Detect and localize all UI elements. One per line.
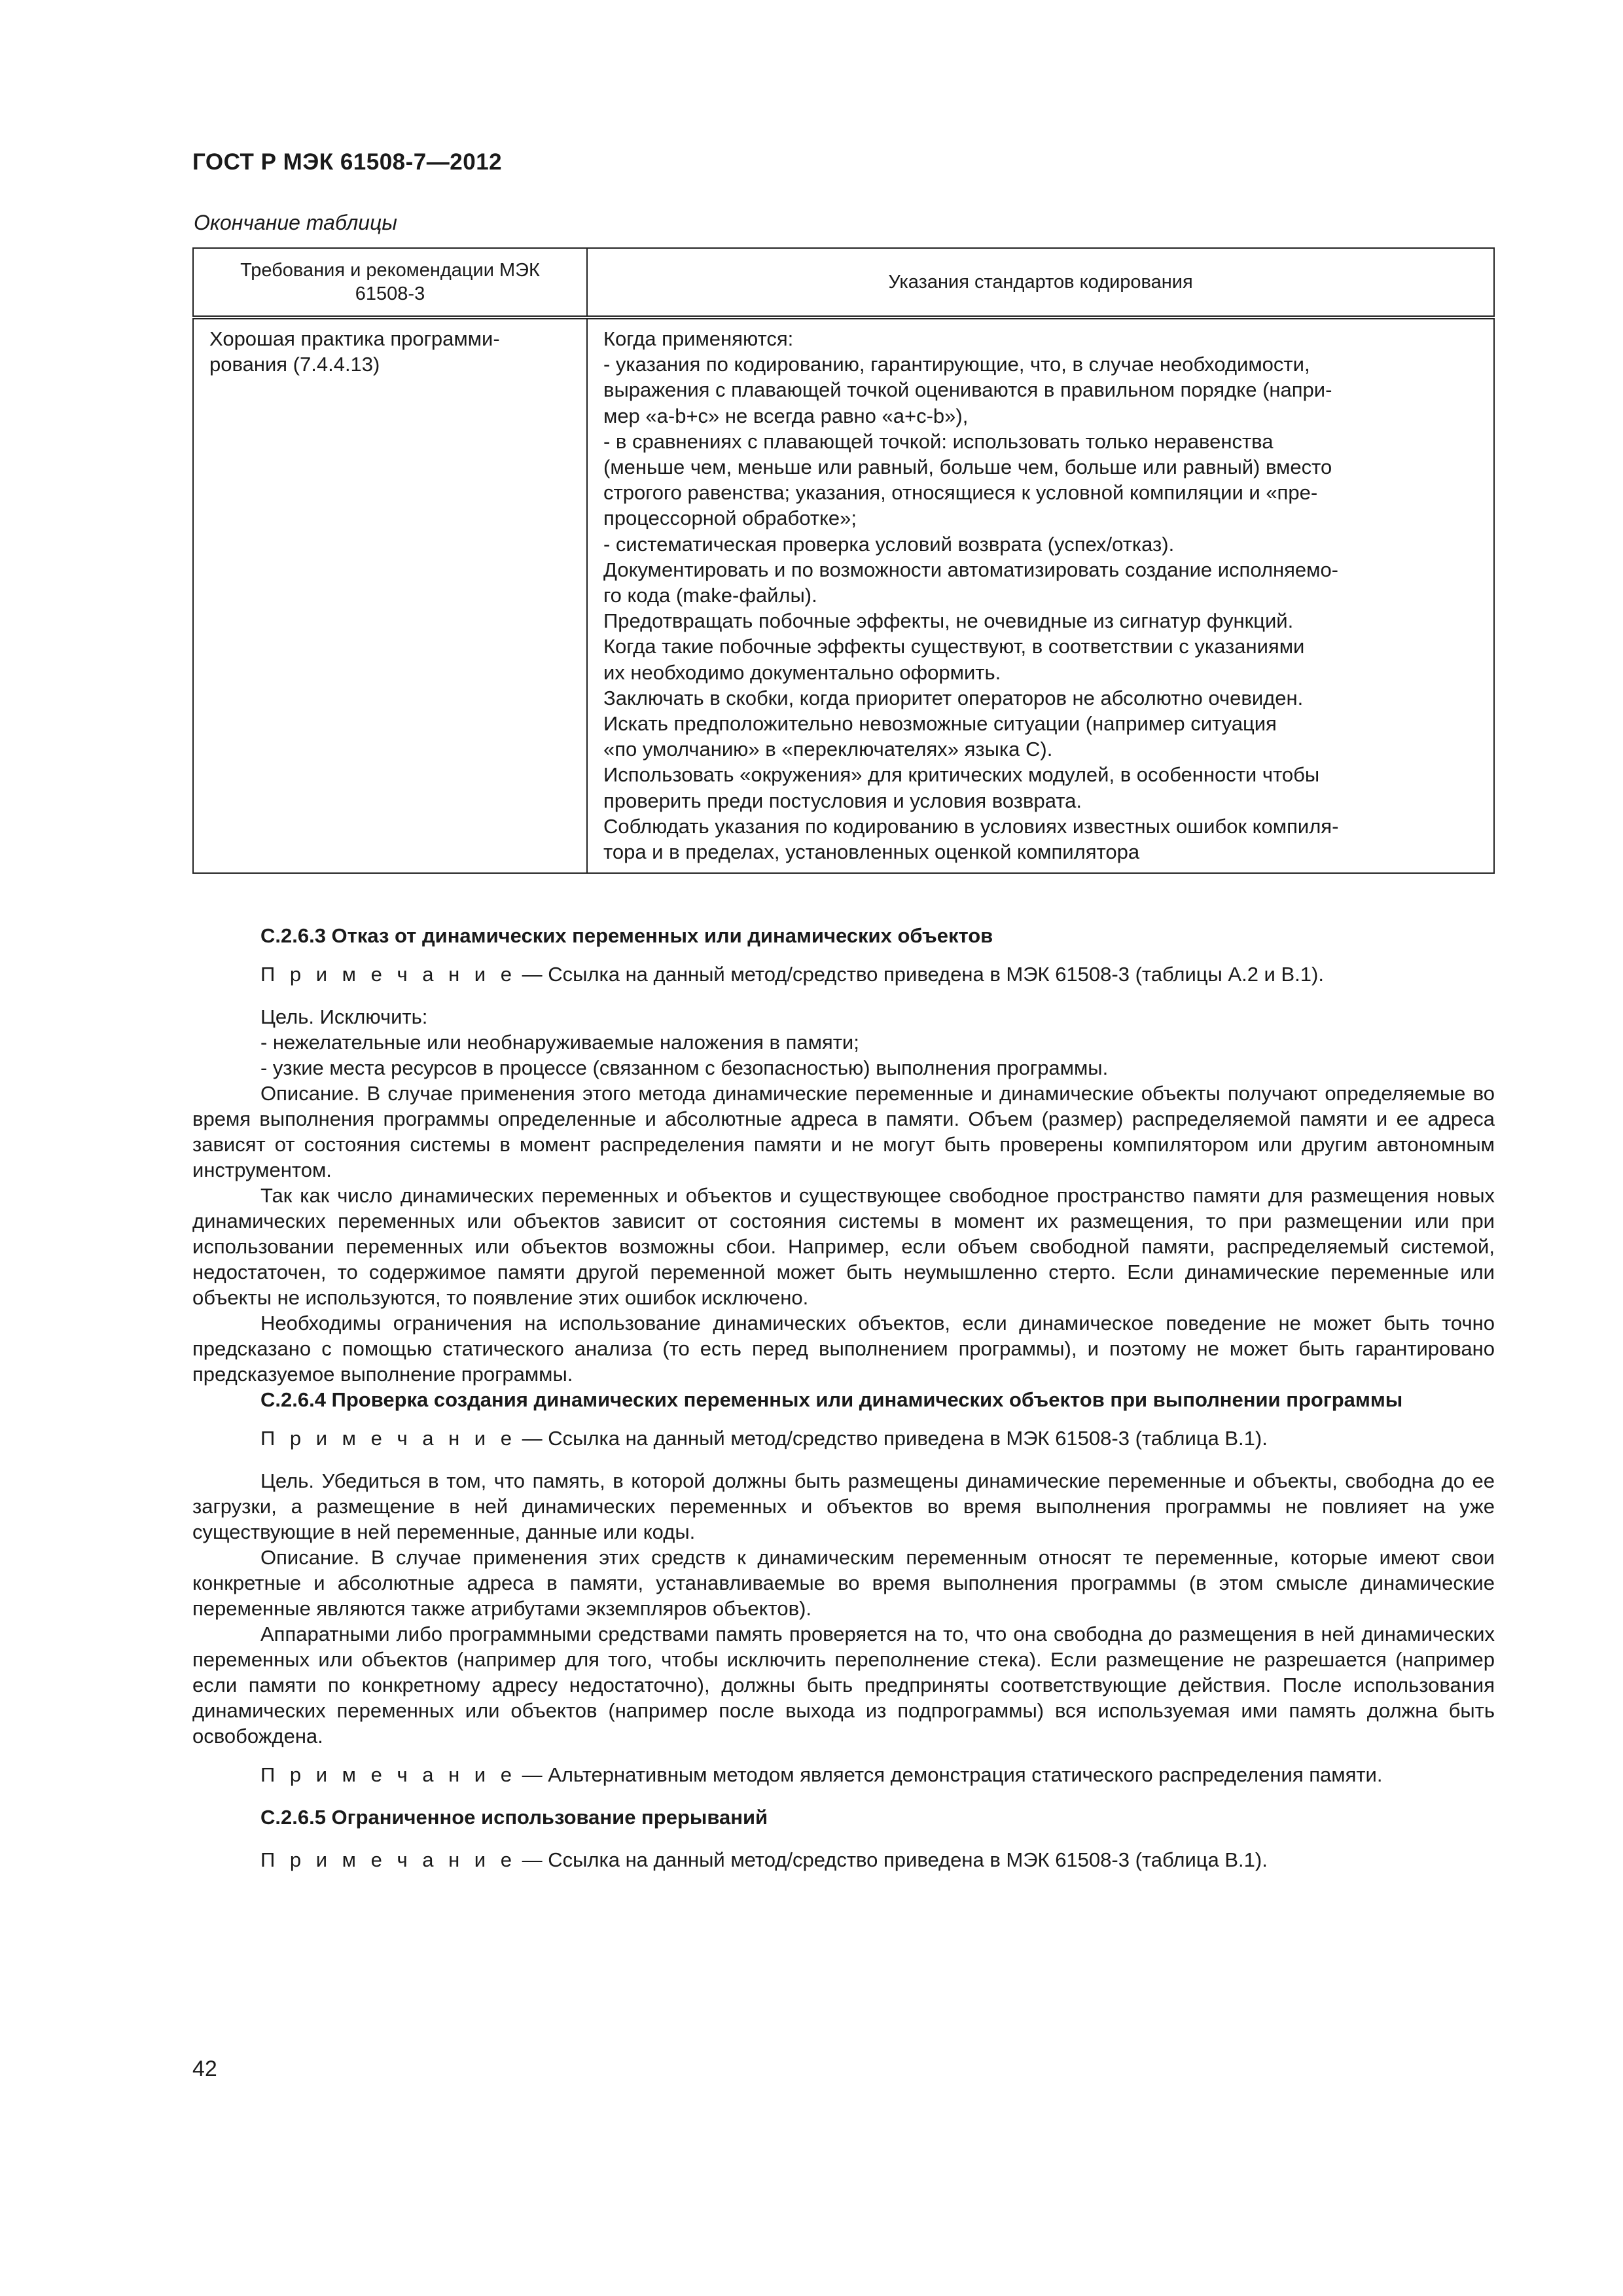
col1-header: [193, 248, 587, 317]
note-text: — Ссылка на данный метод/средство приведена в МЭК 61508-3 (таблица В.1).: [516, 1848, 1268, 1871]
col2-line: Когда применяются:: [603, 327, 794, 350]
col2-line: выражения с плавающей точкой оцениваются в правильном порядке (напри-: [603, 378, 1332, 402]
col1-line: Хорошая практика программи-: [209, 327, 500, 350]
paragraph: Аппаратными либо программными средствами память проверяется на то, что она свободна до размещения в ней динамических переменных или объектов (например для того, чтобы исключить переполнение стека). Если размещение не разрешается (например если памяти по конкретному адресу недостаточно), должны быть предприняты соответствующие действия. После использования динамических переменных или объектов (например после выхода из подпрограммы) вся используемая ими память должна быть освобождена.: [192, 1623, 1495, 1748]
paragraph: Описание. В случае применения этих средств к динамическим переменным относят те переменные, которые имеют свои конкретные и абсолютные адреса в памяти, устанавливаемые во время выполнения программы (в этом смысле динамические переменные являются также атрибутами экземпляров объектов).: [192, 1546, 1495, 1620]
col1-header-text: Требования и рекомендации МЭК 61508-3: [240, 260, 540, 304]
table-row: [193, 317, 1494, 873]
col2-line: строгого равенства; указания, относящиеся к условной компиляции и «пре-: [603, 481, 1318, 505]
table-caption: Окончание таблицы: [194, 211, 397, 234]
paragraph: Описание. В случае применения этого метода динамические переменные и динамические объекты получают определяемые во время выполнения программы определенные и абсолютные адреса в памяти. Объем (размер) распределяемой памяти и ее адреса зависят от состояния системы в момент распределения памяти и не могут быть проверены компилятором или другим автономным инструментом.: [192, 1082, 1495, 1181]
col2-line: проверить преди постусловия и условия возврата.: [603, 789, 1082, 812]
col2-line: - систематическая проверка условий возврата (успех/отказ).: [603, 532, 1175, 556]
paragraph: Так как число динамических переменных и объектов и существующее свободное пространство памяти для размещения новых динамических переменных или объектов зависит от состояния системы в момент их размещения, то при размещении или при использовании переменных или объектов возможны сбои. Например, если объем свободной памяти, распределяемый системой, недостаточен, то содержимое памяти другой переменной может быть неумышленно стерто. Если динамические переменные или объекты не используются, то появление этих ошибок исключено.: [192, 1184, 1495, 1309]
col2-line: мер «a-b+c» не всегда равно «a+c-b»),: [603, 404, 969, 427]
list-item: - узкие места ресурсов в процессе (связанном с безопасностью) выполнения программы.: [260, 1056, 1109, 1079]
col2-line: Искать предположительно невозможные ситуации (например ситуация: [603, 712, 1277, 736]
note-paragraph: [192, 1426, 1495, 1451]
requirements-table: [192, 247, 1495, 874]
note-text: — Ссылка на данный метод/средство приведена в МЭК 61508-3 (таблицы А.2 и В.1).: [516, 963, 1324, 986]
note-paragraph: [192, 961, 1495, 987]
paragraph: Цель. Убедиться в том, что память, в которой должны быть размещены динамические переменные и объекты, свободна до ее загрузки, а размещение в ней динамических переменных и объектов во время выполнения программы не повлияет на уже существующие в ней переменные, данные или коды.: [192, 1469, 1495, 1543]
col2-cell: [587, 317, 1494, 873]
col2-line: Документировать и по возможности автоматизировать создание исполняемо-: [603, 558, 1339, 581]
paragraph: Необходимы ограничения на использование динамических объектов, если динамическое поведение не может быть точно предсказано с помощью статического анализа (то есть перед выполнением программы), и поэтому не может быть гарантировано предсказуемое выполнение программы.: [192, 1312, 1495, 1386]
col2-line: Предотвращать побочные эффекты, не очевидные из сигнатур функций.: [603, 609, 1294, 633]
note-paragraph: [192, 1762, 1495, 1787]
col1-cell: [193, 317, 587, 873]
list-item: - нежелательные или необнаруживаемые наложения в памяти;: [260, 1031, 859, 1054]
col2-line: Использовать «окружения» для критических модулей, в особенности чтобы: [603, 763, 1320, 787]
col2-line: Когда такие побочные эффекты существуют, в соответствии с указаниями: [603, 635, 1305, 658]
col2-line: (меньше чем, меньше или равный, больше чем, больше или равный) вместо: [603, 456, 1332, 479]
col1-line: рования (7.4.4.13): [209, 353, 380, 376]
note-label: П р и м е ч а н и е: [260, 1763, 516, 1786]
col2-line: процессорной обработке»;: [603, 507, 857, 530]
col2-line: Соблюдать указания по кодированию в условиях известных ошибок компиля-: [603, 814, 1339, 838]
table-header-row: [193, 248, 1494, 317]
col2-line: - в сравнениях с плавающей точкой: использовать только неравенства: [603, 429, 1274, 453]
col2-line: «по умолчанию» в «переключателях» языка С).: [603, 738, 1053, 761]
col2-line: их необходимо документально оформить.: [603, 660, 1001, 684]
standard-header: ГОСТ Р МЭК 61508-7—2012: [192, 149, 503, 175]
col2-line: го кода (make-файлы).: [603, 584, 817, 607]
note-label: П р и м е ч а н и е: [260, 1848, 516, 1871]
section-heading-c264: С.2.6.4 Проверка создания динамических переменных или динамических объектов при выполнении программы: [260, 1388, 1403, 1411]
col2-line: Заключать в скобки, когда приоритет операторов не абсолютно очевиден.: [603, 686, 1304, 709]
section-heading-c263: С.2.6.3 Отказ от динамических переменных или динамических объектов: [260, 924, 993, 947]
col2-line: тора и в пределах, установленных оценкой компилятора: [603, 840, 1140, 864]
section-heading-c265: С.2.6.5 Ограниченное использование прерываний: [260, 1806, 768, 1829]
goal-line: Цель. Исключить:: [260, 1005, 428, 1028]
note-paragraph: [192, 1847, 1495, 1873]
page-number: 42: [192, 2056, 217, 2081]
col2-line: - указания по кодированию, гарантирующие, что, в случае необходимости,: [603, 353, 1310, 376]
note-text: — Альтернативным методом является демонстрация статического распределения памяти.: [516, 1763, 1383, 1786]
note-label: П р и м е ч а н и е: [260, 1427, 516, 1450]
note-label: П р и м е ч а н и е: [260, 963, 516, 986]
col2-header: Указания стандартов кодирования: [587, 248, 1494, 317]
body-text: [192, 923, 1495, 1873]
note-text: — Ссылка на данный метод/средство приведена в МЭК 61508-3 (таблица В.1).: [516, 1427, 1268, 1450]
